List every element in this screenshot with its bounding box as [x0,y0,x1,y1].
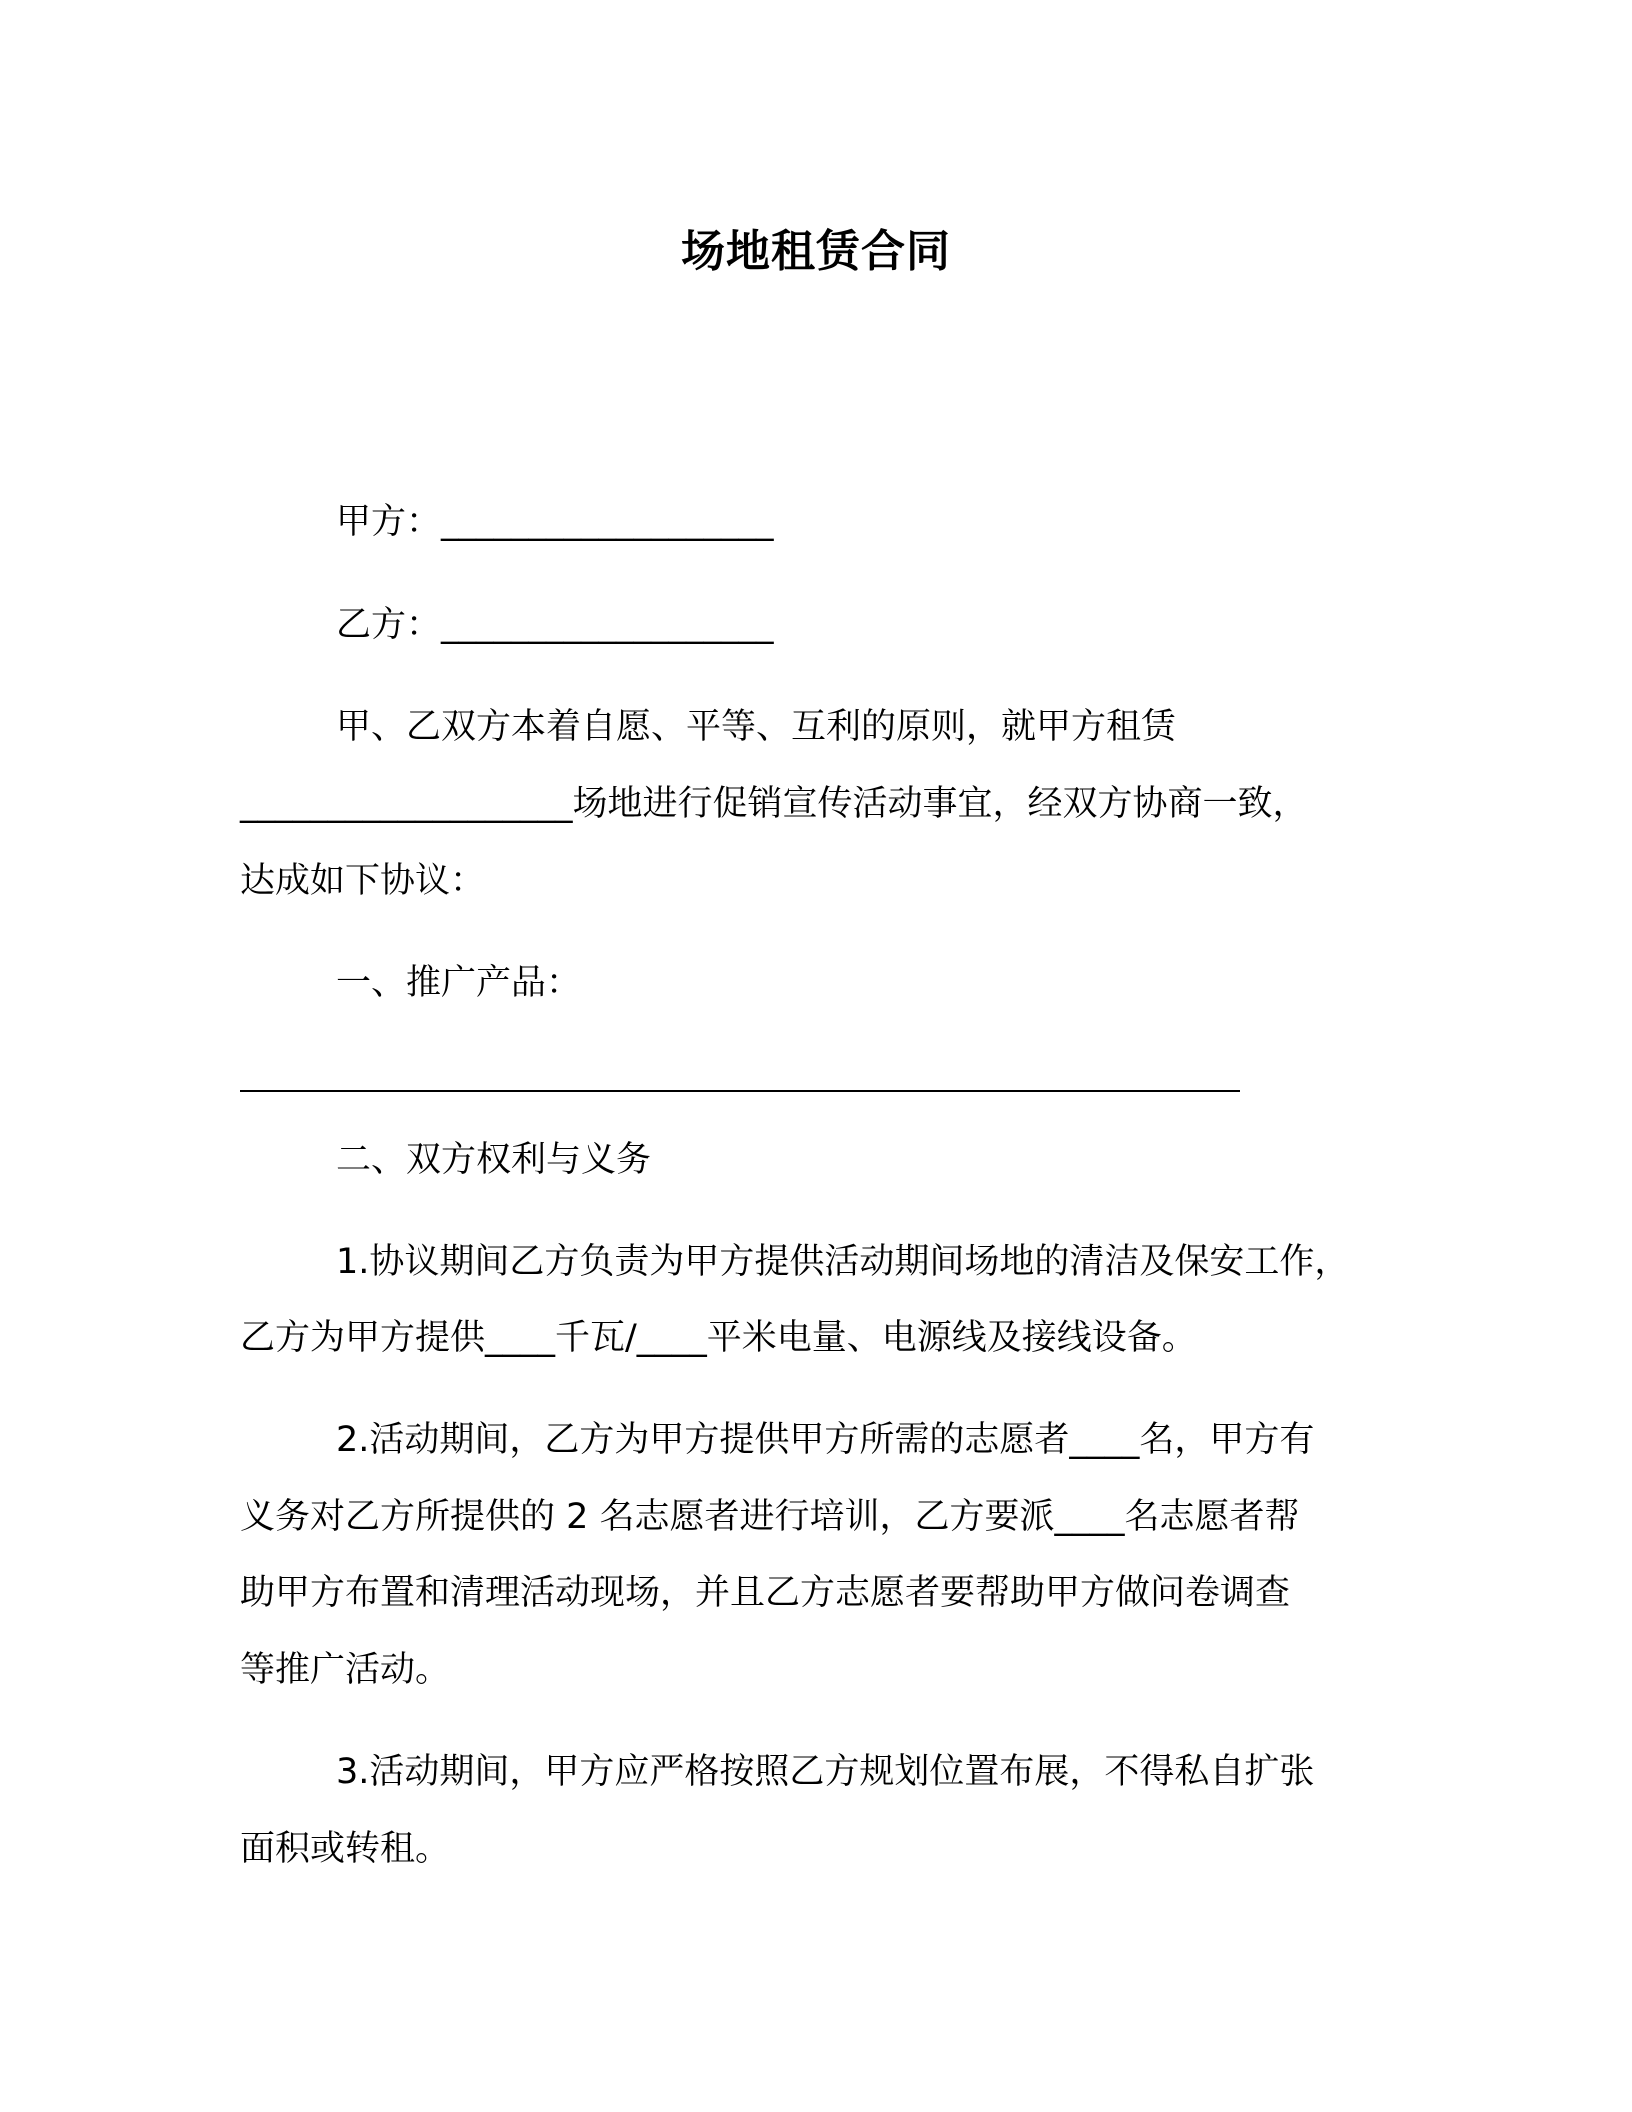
section-2-heading: 二、双方权利与义务 [336,1140,652,1180]
clause-1-line-1: 1.协议期间乙方负责为甲方提供活动期间场地的清洁及保安工作， [336,1242,1350,1282]
clause-2-line-1: 2.活动期间，乙方为甲方提供甲方所需的志愿者____名，甲方有 [336,1420,1315,1460]
clause-1-line-2: 乙方为甲方提供____千瓦/____平米电量、电源线及接线设备。 [240,1318,1197,1358]
clause-3-line-1: 3.活动期间，甲方应严格按照乙方规划位置布展，不得私自扩张 [336,1752,1315,1792]
intro-paragraph-line-3: 达成如下协议： [240,861,486,901]
section-1-heading: 一、推广产品： [336,963,582,1003]
clause-3-line-2: 面积或转租。 [240,1829,451,1869]
clause-2-line-2: 义务对乙方所提供的 2 名志愿者进行培训，乙方要派____名志愿者帮 [240,1497,1300,1537]
intro-paragraph-line-2: ___________________场地进行促销宣传活动事宜，经双方协商一致， [240,784,1308,824]
intro-paragraph-line-1: 甲、乙双方本着自愿、平等、互利的原则，就甲方租赁 [336,707,1177,747]
document-title: 场地租赁合同 [681,226,951,277]
clause-2-line-4: 等推广活动。 [240,1650,451,1690]
party-b-line: 乙方：___________________ [336,605,774,645]
product-blank-line [240,1090,1240,1092]
clause-2-line-3: 助甲方布置和清理活动现场，并且乙方志愿者要帮助甲方做问卷调查 [240,1573,1291,1613]
party-a-line: 甲方：___________________ [336,502,774,542]
